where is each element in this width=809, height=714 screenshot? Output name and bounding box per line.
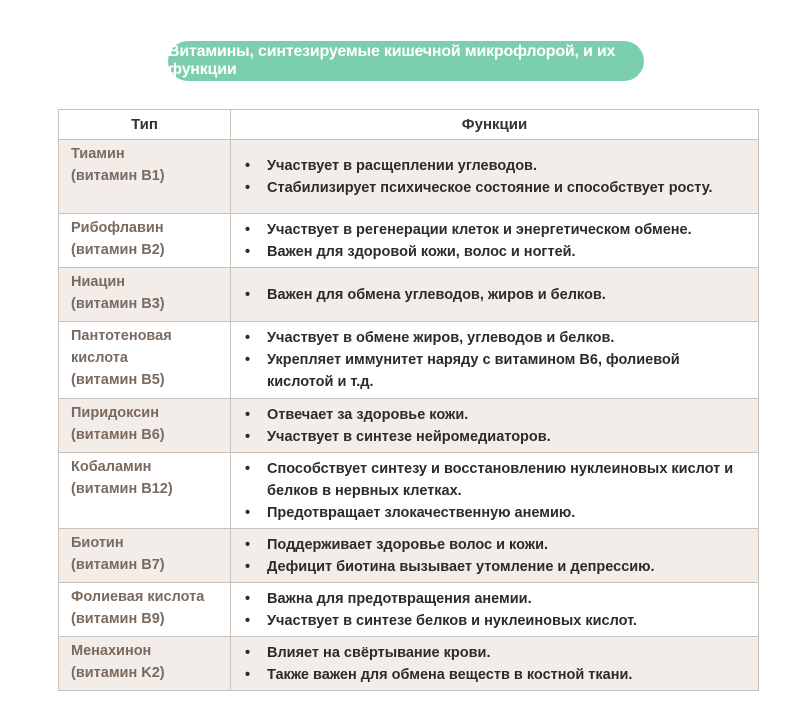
function-item: • Влияет на свёртывание крови. (243, 642, 750, 664)
table-row (59, 214, 759, 268)
function-item: • Предотвращает злокачественную анемию. (243, 502, 750, 524)
vitamin-type-cell (59, 637, 231, 691)
vitamin-type-cell (59, 583, 231, 637)
vitamin-functions-cell (231, 268, 759, 322)
vitamin-code: (витамин B1) (71, 168, 165, 184)
function-list (243, 534, 750, 578)
function-item: • Дефицит биотина вызывает утомление и депрессию. (243, 556, 750, 578)
vitamin-type-cell (59, 322, 231, 399)
function-list (243, 404, 750, 448)
vitamin-name: Менахинон (71, 643, 152, 659)
function-list (243, 458, 750, 524)
function-item: • Отвечает за здоровье кожи. (243, 404, 750, 426)
vitamin-functions-cell (231, 637, 759, 691)
function-item: • Участвует в синтезе нейромедиаторов. (243, 426, 750, 448)
vitamins-table (58, 109, 759, 691)
function-item: • Важен для здоровой кожи, волос и ногтей. (243, 241, 750, 263)
function-list (243, 327, 750, 393)
table-row (59, 583, 759, 637)
function-list (243, 642, 750, 686)
function-item: • Способствует синтезу и восстановлению нуклеиновых кислот и белков в нервных клетках. (243, 458, 750, 502)
function-item: • Участвует в регенерации клеток и энергетическом обмене. (243, 219, 750, 241)
vitamin-code: (витамин B12) (71, 481, 173, 497)
header-type: Тип (59, 110, 231, 140)
function-list (243, 155, 750, 199)
header-functions: Функции (231, 110, 759, 140)
vitamin-type-cell (59, 529, 231, 583)
vitamin-code: (витамин B5) (71, 372, 165, 388)
table-row (59, 453, 759, 529)
vitamin-code: (витамин B9) (71, 611, 165, 627)
vitamin-name: Фолиевая кислота (71, 589, 205, 605)
vitamin-type-cell (59, 214, 231, 268)
vitamin-functions-cell (231, 529, 759, 583)
vitamin-functions-cell (231, 583, 759, 637)
vitamin-type-cell (59, 268, 231, 322)
vitamin-code: (витамин B3) (71, 296, 165, 312)
table-row (59, 399, 759, 453)
function-item: • Участвует в синтезе белков и нуклеиновых кислот. (243, 610, 750, 632)
function-item: • Участвует в обмене жиров, углеводов и белков. (243, 327, 750, 349)
table-row (59, 268, 759, 322)
function-list (243, 588, 750, 632)
table-row (59, 322, 759, 399)
function-item: • Важна для предотвращения анемии. (243, 588, 750, 610)
vitamin-code: (витамин B2) (71, 242, 165, 258)
function-list (243, 284, 750, 306)
table-row (59, 529, 759, 583)
vitamin-code: (витамин B7) (71, 557, 165, 573)
vitamin-functions-cell (231, 214, 759, 268)
function-item: • Укрепляет иммунитет наряду с витамином B6, фолиевой кислотой и т.д. (243, 349, 750, 393)
vitamin-type-cell (59, 453, 231, 529)
vitamin-code: (витамин K2) (71, 665, 165, 681)
vitamin-type-cell (59, 399, 231, 453)
vitamin-functions-cell (231, 322, 759, 399)
function-item: • Важен для обмена углеводов, жиров и белков. (243, 284, 750, 306)
vitamin-functions-cell (231, 399, 759, 453)
table-row (59, 140, 759, 214)
vitamin-name: Ниацин (71, 274, 126, 290)
vitamin-code: (витамин B6) (71, 427, 165, 443)
function-list (243, 219, 750, 263)
function-item: • Стабилизирует психическое состояние и способствует росту. (243, 177, 750, 199)
function-item: • Также важен для обмена веществ в костной ткани. (243, 664, 750, 686)
vitamin-name: Рибофлавин (71, 220, 164, 236)
table-header-row (59, 110, 759, 140)
vitamin-name: Пантотеновая кислота (71, 328, 172, 366)
vitamin-name: Биотин (71, 535, 124, 551)
vitamin-name: Тиамин (71, 146, 125, 162)
function-item: • Поддерживает здоровье волос и кожи. (243, 534, 750, 556)
vitamin-type-cell (59, 140, 231, 214)
table-row (59, 637, 759, 691)
vitamin-functions-cell (231, 140, 759, 214)
vitamin-name: Пиридоксин (71, 405, 159, 421)
function-item: • Участвует в расщеплении углеводов. (243, 155, 750, 177)
vitamin-functions-cell (231, 453, 759, 529)
vitamin-name: Кобаламин (71, 459, 152, 475)
table-title: Витамины, синтезируемые кишечной микрофлорой, и их функции (168, 41, 644, 81)
